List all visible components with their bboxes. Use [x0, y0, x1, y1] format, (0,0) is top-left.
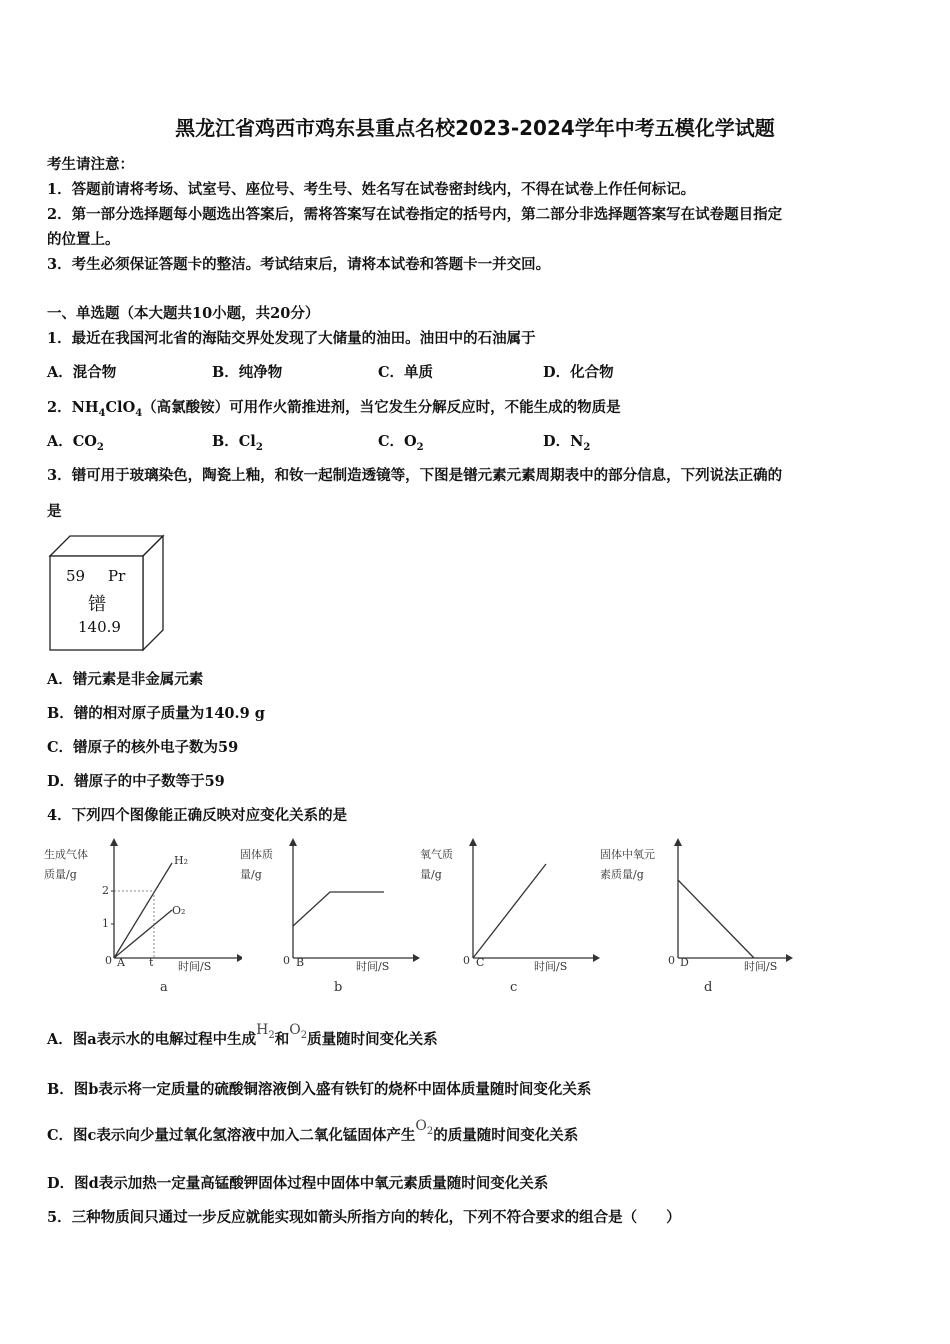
graph-c-letter: C [476, 956, 485, 969]
graph-a-xlabel: 时间/S [178, 960, 212, 973]
question-4-option-b[interactable]: B．图b表示将一定质量的硫酸铜溶液倒入盛有铁钉的烧杯中固体质量随时间变化关系 [47, 1081, 592, 1098]
question-3-option-a[interactable]: A．镨元素是非金属元素 [47, 671, 204, 688]
graph-c [418, 838, 608, 998]
graph-a-caption: a [160, 980, 168, 995]
question-3-option-d[interactable]: D．镨原子的中子数等于59 [47, 773, 225, 790]
graph-c-caption: c [510, 980, 518, 995]
graph-a-tick-2: 2 [102, 884, 109, 897]
question-1-option-c[interactable]: C．单质 [378, 364, 434, 381]
graph-c-ylabel-unit: 量/g [420, 868, 442, 881]
graph-b-caption: b [334, 980, 343, 995]
question-4-option-d[interactable]: D．图d表示加热一定量高锰酸钾固体过程中固体中氧元素质量随时间变化关系 [47, 1175, 549, 1192]
graph-b-origin: 0 [283, 954, 290, 967]
graph-a-ylabel: 生成气体 [44, 848, 88, 861]
graph-a-t: t [149, 956, 154, 969]
question-1-stem: 1．最近在我国河北省的海陆交界处发现了大储量的油田。油田中的石油属于 [47, 330, 536, 347]
question-4-stem: 4．下列四个图像能正确反映对应变化关系的是 [47, 807, 348, 824]
element-mass: 140.9 [78, 618, 121, 636]
question-2-option-b[interactable]: B．$Cl_2$ [212, 433, 263, 453]
question-4-option-a[interactable]: A．图a表示水的电解过程中生成$H_2$和$O_2$质量随时间变化关系 [47, 1022, 438, 1048]
notice-heading: 考生请注意： [47, 156, 134, 173]
question-1-option-d[interactable]: D．化合物 [543, 364, 614, 381]
graph-a [42, 838, 242, 998]
graph-c-ylabel: 氧气质 [420, 848, 453, 861]
graph-b-xlabel: 时间/S [356, 960, 390, 973]
element-number: 59 [66, 567, 86, 585]
graph-a-h2-label: H₂ [174, 854, 189, 867]
question-3-stem: 3．镨可用于玻璃染色，陶瓷上釉，和钕一起制造透镜等，下图是镨元素元素周期表中的部分信息，下列说法正确的 [47, 467, 783, 484]
graph-a-tick-1: 1 [102, 917, 109, 930]
element-card [48, 534, 168, 658]
graph-b-ylabel: 固体质 [240, 848, 273, 861]
element-name: 镨 [88, 594, 106, 615]
question-2-stem: 2．$NH_4ClO_4$（高氯酸铵）可用作火箭推进剂，当它发生分解反应时，不能生成的物质是 [47, 399, 621, 419]
graph-d-origin: 0 [668, 954, 675, 967]
graph-d-ylabel: 固体中氧元 [600, 848, 655, 861]
graph-a-origin: 0 [105, 954, 112, 967]
graph-b-ylabel-unit: 量/g [240, 868, 262, 881]
graph-c-xlabel: 时间/S [534, 960, 568, 973]
section-heading: 一、单选题（本大题共10小题，共20分） [47, 305, 320, 322]
graph-a-letter: A [117, 956, 125, 969]
graph-d [598, 838, 798, 998]
notice-item-1: 1．答题前请将考场、试室号、座位号、考生号、姓名写在试卷密封线内，不得在试卷上作任何标记。 [47, 181, 696, 198]
graph-d-letter: D [680, 956, 689, 969]
question-4-option-c[interactable]: C．图c表示向少量过氧化氢溶液中加入二氧化锰固体产生$O_2$的质量随时间变化关系 [47, 1118, 579, 1144]
question-1-option-b[interactable]: B．纯净物 [212, 364, 283, 381]
graph-b-letter: B [296, 956, 305, 969]
graph-d-ylabel-unit: 素质量/g [600, 868, 644, 881]
graph-c-origin: 0 [463, 954, 470, 967]
question-2-option-c[interactable]: C．$O_2$ [378, 433, 424, 453]
question-3-option-c[interactable]: C．镨原子的核外电子数为59 [47, 739, 239, 756]
notice-item-3: 3．考生必须保证答题卡的整洁。考试结束后，请将本试卷和答题卡一并交回。 [47, 256, 551, 273]
notice-item-2-cont: 的位置上。 [47, 231, 120, 248]
question-2-option-d[interactable]: D．$N_2$ [543, 433, 591, 453]
question-3-stem-cont: 是 [47, 503, 62, 520]
graph-a-o2-label: O₂ [172, 904, 186, 917]
question-1-option-a[interactable]: A．混合物 [47, 364, 117, 381]
question-5-stem: 5．三种物质间只通过一步反应就能实现如箭头所指方向的转化，下列不符合要求的组合是（ ） [47, 1209, 681, 1226]
notice-item-2: 2．第一部分选择题每小题选出答案后，需将答案写在试卷指定的括号内，第二部分非选择题答案写在试卷题目指定 [47, 206, 783, 223]
question-2-option-a[interactable]: A．$CO_2$ [47, 433, 104, 453]
element-symbol: Pr [108, 567, 126, 585]
graph-d-caption: d [704, 980, 713, 995]
graph-b [238, 838, 428, 998]
graph-a-ylabel-unit: 质量/g [44, 868, 77, 881]
graph-d-xlabel: 时间/S [744, 960, 778, 973]
page-title: 黑龙江省鸡西市鸡东县重点名校2023-2024学年中考五模化学试题 [175, 116, 775, 140]
question-3-option-b[interactable]: B．镨的相对原子质量为140.9 g [47, 705, 265, 722]
